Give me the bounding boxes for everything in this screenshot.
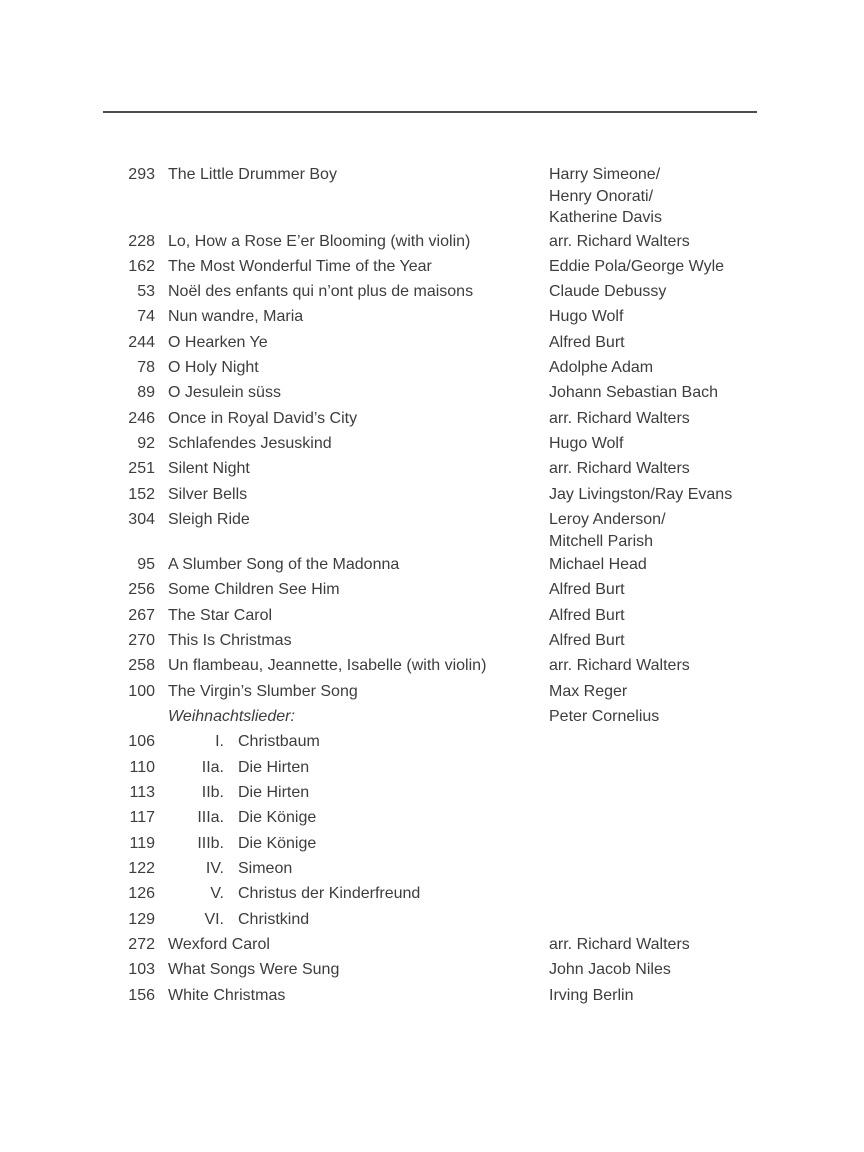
composer [549, 907, 757, 909]
page-number: 162 [128, 257, 155, 275]
composer [549, 729, 757, 731]
page-number: 272 [128, 936, 155, 954]
composer-line: Alfred Burt [549, 333, 625, 351]
title-cell [155, 983, 549, 1008]
title-cell [155, 957, 549, 982]
composer [549, 755, 757, 757]
toc-entry [103, 932, 757, 957]
composer [549, 254, 757, 278]
toc-entry [103, 679, 757, 704]
composer [549, 856, 757, 858]
composer-line: Claude Debussy [549, 283, 667, 301]
page-number: 228 [128, 232, 155, 250]
page-number: 256 [128, 581, 155, 599]
composer [549, 507, 757, 552]
composer-line: Jay Livingston/Ray Evans [549, 485, 733, 503]
page-number: 267 [128, 606, 155, 624]
toc-entry [103, 330, 757, 355]
composer [549, 983, 757, 1007]
composer [549, 406, 757, 430]
composer [549, 628, 757, 652]
page-number: 304 [128, 511, 155, 529]
movement-numeral: VI. [204, 910, 224, 928]
title-cell [155, 603, 549, 628]
page-number: 246 [128, 409, 155, 427]
page-number: 74 [137, 308, 155, 326]
page-number: 270 [128, 632, 155, 650]
composer-line: Irving Berlin [549, 986, 634, 1004]
toc-entry [103, 552, 757, 577]
song-title: The Little Drummer Boy [168, 166, 337, 183]
song-title: Lo, How a Rose E’er Blooming (with violin) [168, 232, 471, 250]
toc-entry [103, 577, 757, 602]
song-title: The Virgin’s Slumber Song [168, 682, 358, 700]
toc-entry [103, 957, 757, 982]
composer [549, 229, 757, 253]
page-number: 113 [129, 784, 155, 802]
toc-entry [103, 380, 757, 405]
song-title: Some Children See Him [168, 581, 340, 599]
page-number: 95 [137, 556, 155, 574]
movement-numeral: IIb. [201, 784, 224, 802]
toc-entry [103, 628, 757, 653]
title-cell [155, 162, 549, 187]
song-title: Wexford Carol [168, 936, 270, 954]
page-number: 119 [129, 834, 155, 852]
title-cell [155, 729, 549, 754]
song-title: Nun wandre, Maria [168, 308, 304, 326]
song-title: Christbaum [238, 733, 320, 751]
page-number: 89 [137, 384, 155, 402]
page-number: 122 [128, 860, 155, 878]
toc-entry [103, 881, 757, 906]
title-cell [155, 780, 549, 805]
title-cell [155, 653, 549, 678]
page-number: 251 [128, 460, 155, 478]
song-title: Once in Royal David’s City [168, 409, 358, 427]
movement-numeral: IIIa. [197, 809, 224, 827]
composer-line: Katherine Davis [549, 209, 662, 226]
composer [549, 162, 757, 229]
composer-line: arr. Richard Walters [549, 232, 690, 250]
toc-entry [103, 729, 757, 754]
title-cell [155, 907, 549, 932]
composer [549, 805, 757, 807]
title-cell [155, 679, 549, 704]
title-cell [155, 856, 549, 881]
title-cell [155, 552, 549, 577]
composer [549, 831, 757, 833]
toc-entry [103, 406, 757, 431]
toc-entry [103, 482, 757, 507]
toc-entry [103, 856, 757, 881]
title-cell [155, 755, 549, 780]
song-title: Noël des enfants qui n’ont plus de maisons [168, 283, 474, 301]
composer [549, 881, 757, 883]
composer [549, 679, 757, 703]
title-cell [155, 831, 549, 856]
page-number: 110 [129, 758, 155, 776]
song-title: O Hearken Ye [168, 333, 268, 351]
toc-entry [103, 603, 757, 628]
page-number: 129 [128, 910, 155, 928]
composer-line: Mitchell Parish [549, 532, 654, 550]
composer [549, 577, 757, 601]
title-cell [155, 254, 549, 279]
top-rule [103, 111, 757, 113]
composer-line: arr. Richard Walters [549, 936, 690, 954]
title-cell [155, 406, 549, 431]
song-title: Die Hirten [238, 758, 310, 776]
song-title: Un flambeau, Jeannette, Isabelle (with violin) [168, 657, 487, 675]
composer-line: Alfred Burt [549, 606, 625, 624]
song-title: Die Hirten [238, 784, 310, 802]
toc-entry [103, 355, 757, 380]
title-cell [155, 330, 549, 355]
toc-entry [103, 704, 757, 729]
composer-line: Michael Head [549, 556, 647, 574]
song-title: Silver Bells [168, 485, 248, 503]
song-title: What Songs Were Sung [168, 961, 340, 979]
toc-entry [103, 780, 757, 805]
composer-line: Alfred Burt [549, 632, 625, 650]
title-cell [155, 380, 549, 405]
composer-line: Hugo Wolf [549, 435, 624, 453]
page-number: 100 [128, 682, 155, 700]
title-cell [155, 304, 549, 329]
composer [549, 957, 757, 981]
composer [549, 279, 757, 303]
page-number: 53 [137, 283, 155, 301]
composer [549, 932, 757, 956]
song-title: The Most Wonderful Time of the Year [168, 257, 432, 275]
movement-numeral: V. [210, 885, 224, 903]
composer-line: Eddie Pola/George Wyle [549, 257, 725, 275]
composer [549, 552, 757, 576]
title-cell [155, 932, 549, 957]
page-number: 156 [128, 986, 155, 1004]
song-title: O Holy Night [168, 359, 259, 377]
composer-line: arr. Richard Walters [549, 657, 690, 675]
movement-numeral: I. [215, 733, 224, 751]
toc-entry [103, 755, 757, 780]
title-cell [155, 456, 549, 481]
movement-numeral: IIIb. [197, 834, 224, 852]
toc-entry [103, 805, 757, 830]
song-title: Simeon [238, 860, 293, 878]
composer [549, 704, 757, 728]
title-cell [155, 881, 549, 906]
composer [549, 355, 757, 379]
song-title: This Is Christmas [168, 632, 292, 650]
composer-line: Max Reger [549, 682, 628, 700]
composer-line: Harry Simeone/ [549, 166, 661, 183]
toc-entry [103, 831, 757, 856]
composer-line: Alfred Burt [549, 581, 625, 599]
toc-entry [103, 983, 757, 1008]
composer-line: Hugo Wolf [549, 308, 624, 326]
title-cell [155, 577, 549, 602]
toc-entry [103, 907, 757, 932]
page-number: 92 [137, 435, 155, 453]
composer [549, 603, 757, 627]
title-cell [155, 431, 549, 456]
page-number: 258 [128, 657, 155, 675]
toc-entry [103, 254, 757, 279]
composer [549, 431, 757, 455]
song-title: O Jesulein süss [168, 384, 281, 402]
song-title: Silent Night [168, 460, 250, 478]
composer-line: Adolphe Adam [549, 359, 654, 377]
title-cell [155, 704, 549, 729]
composer-line: Henry Onorati/ [549, 187, 654, 205]
title-cell [155, 805, 549, 830]
composer [549, 780, 757, 782]
toc-entry [103, 279, 757, 304]
composer [549, 380, 757, 404]
page-number: 106 [128, 733, 155, 751]
composer [549, 482, 757, 506]
song-title: Christus der Kinderfreund [238, 885, 421, 903]
page-number: 117 [129, 809, 155, 827]
page-number: 244 [128, 333, 155, 351]
composer [549, 330, 757, 354]
toc-entry [103, 653, 757, 678]
song-title: Die Könige [238, 809, 317, 827]
title-cell [155, 229, 549, 254]
page-number: 152 [128, 485, 155, 503]
song-title: A Slumber Song of the Madonna [168, 556, 400, 574]
toc-list [103, 162, 757, 1008]
song-title: Christkind [238, 910, 310, 928]
song-title: White Christmas [168, 986, 286, 1004]
composer-line: Johann Sebastian Bach [549, 384, 719, 402]
toc-entry [103, 507, 757, 552]
page-number: 78 [137, 359, 155, 377]
page-number: 293 [128, 166, 155, 183]
composer-line: Peter Cornelius [549, 708, 660, 726]
composer [549, 304, 757, 328]
toc-entry [103, 229, 757, 254]
toc-entry [103, 162, 757, 229]
title-cell [155, 507, 549, 532]
page-number: 103 [128, 961, 155, 979]
song-title: Sleigh Ride [168, 511, 250, 529]
movement-numeral: IV. [205, 860, 224, 878]
title-cell [155, 279, 549, 304]
song-title: Schlafendes Jesuskind [168, 435, 332, 453]
toc-entry [103, 304, 757, 329]
title-cell [155, 628, 549, 653]
song-title: The Star Carol [168, 606, 273, 624]
toc-entry [103, 456, 757, 481]
title-cell [155, 355, 549, 380]
movement-numeral: IIa. [201, 758, 224, 776]
composer-line: Leroy Anderson/ [549, 511, 666, 529]
page-number: 126 [128, 885, 155, 903]
composer-line: arr. Richard Walters [549, 460, 690, 478]
composer [549, 653, 757, 677]
composer-line: John Jacob Niles [549, 961, 671, 979]
song-title: Weihnachtslieder: [168, 708, 295, 726]
composer-line: arr. Richard Walters [549, 409, 690, 427]
toc-entry [103, 431, 757, 456]
title-cell [155, 482, 549, 507]
song-title: Die Könige [238, 834, 317, 852]
composer [549, 456, 757, 480]
